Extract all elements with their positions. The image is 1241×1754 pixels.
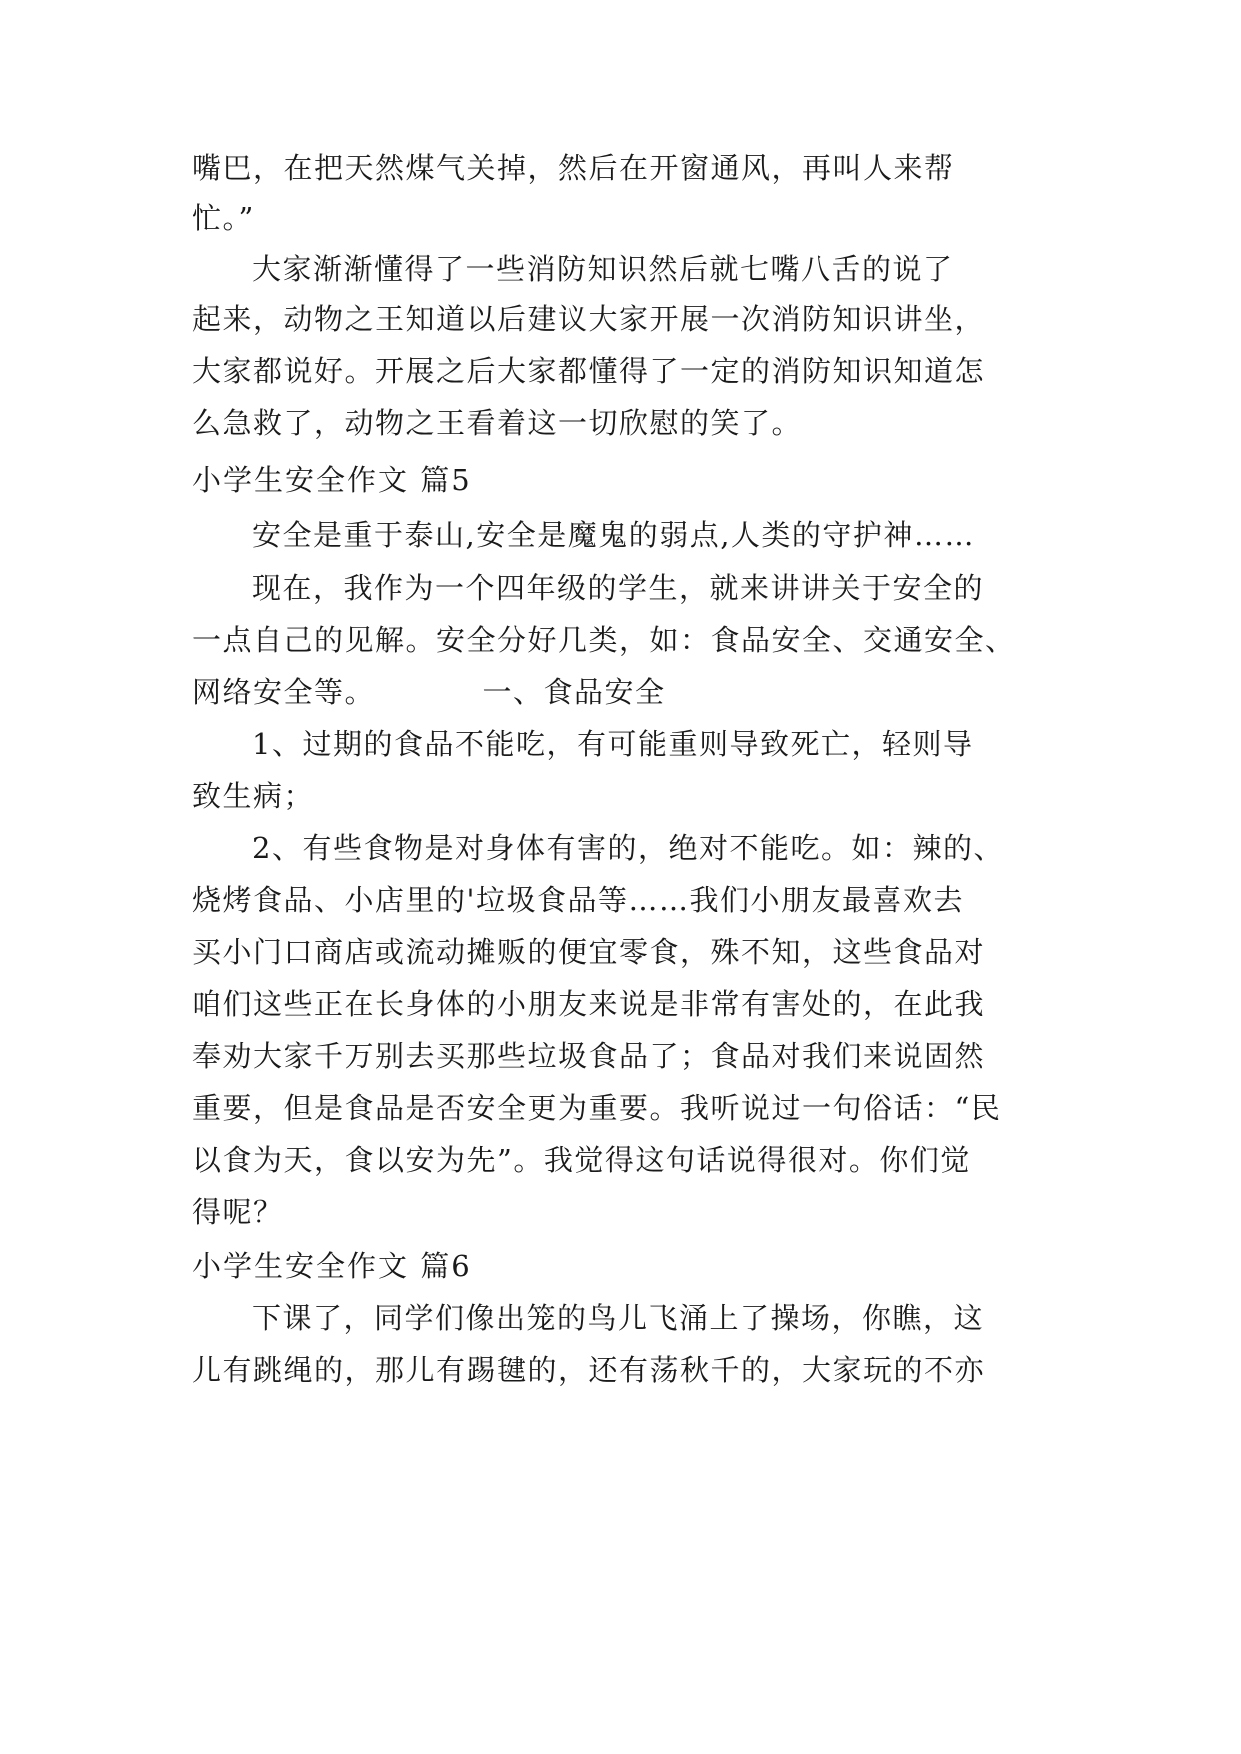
text-line: 咱们这些正在长身体的小朋友来说是非常有害处的，在此我: [192, 987, 986, 1021]
paragraph-first-line: 现在，我作为一个四年级的学生，就来讲讲关于安全的: [252, 571, 985, 605]
text-line: 烧烤食品、小店里的'垃圾食品等……我们小朋友最喜欢去: [192, 883, 964, 917]
text-line: 买小门口商店或流动摊贩的便宜零食，殊不知，这些食品对: [192, 935, 986, 969]
text-line: 奉劝大家千万别去买那些垃圾食品了；食品对我们来说固然: [192, 1039, 986, 1073]
section-heading: 小学生安全作文 篇6: [192, 1249, 472, 1283]
text-line: 儿有跳绳的，那儿有踢毽的，还有荡秋千的，大家玩的不亦: [192, 1353, 986, 1387]
text-line: 一点自己的见解。安全分好几类，如：食品安全、交通安全、: [192, 623, 1016, 657]
paragraph-first-line: 安全是重于泰山,安全是魔鬼的弱点,人类的守护神……: [252, 518, 975, 552]
text-line: 得呢？: [192, 1195, 284, 1229]
text-line: 嘴巴，在把天然煤气关掉，然后在开窗通风，再叫人来帮: [192, 151, 955, 185]
text-line: 致生病；: [192, 779, 315, 813]
text-line: 重要，但是食品是否安全更为重要。我听说过一句俗话：“民: [192, 1091, 1002, 1125]
paragraph-first-line: 1、过期的食品不能吃，有可能重则导致死亡，轻则导: [252, 727, 974, 761]
text-line: 以食为天，食以安为先”。我觉得这句话说得很对。你们觉: [192, 1143, 971, 1177]
text-line: 忙。”: [192, 201, 255, 235]
paragraph-first-line: 2、有些食物是对身体有害的，绝对不能吃。如：辣的、: [252, 831, 1004, 865]
text-line: 起来，动物之王知道以后建议大家开展一次消防知识讲坐，: [192, 302, 986, 336]
text-line: 大家都说好。开展之后大家都懂得了一定的消防知识知道怎: [192, 354, 986, 388]
paragraph-first-line: 下课了，同学们像出笼的鸟儿飞涌上了操场，你瞧，这: [252, 1301, 985, 1335]
text-line: 网络安全等。 一、食品安全: [192, 675, 666, 709]
section-heading: 小学生安全作文 篇5: [192, 463, 472, 497]
text-line: 么急救了，动物之王看着这一切欣慰的笑了。: [192, 406, 803, 440]
paragraph-first-line: 大家渐渐懂得了一些消防知识然后就七嘴八舌的说了: [252, 252, 954, 286]
